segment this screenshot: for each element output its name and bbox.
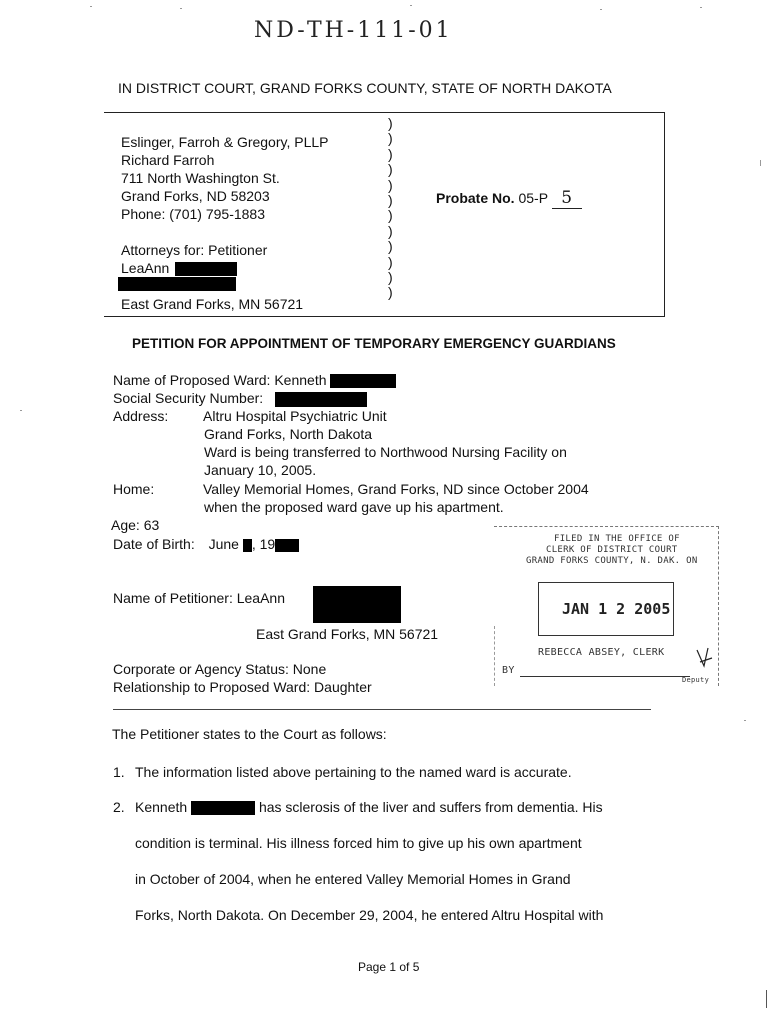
attorney-name: Richard Farroh <box>121 152 215 168</box>
redaction-bar <box>330 374 396 388</box>
petitioner-status-label: Corporate or Agency Status: <box>113 661 289 677</box>
redaction-bar <box>275 392 367 407</box>
petitioner-relationship-row <box>113 679 372 695</box>
stamp-deputy-label: Deputy <box>682 676 710 684</box>
list-item-text: Forks, North Dakota. On December 29, 2004, he entered Altru Hospital with <box>135 907 604 923</box>
client-name <box>121 260 237 276</box>
petitioner-status-row <box>113 661 326 677</box>
section-divider <box>113 709 651 710</box>
ward-home-label: Home: <box>113 481 155 497</box>
probate-number-handwritten: 5 <box>552 188 582 209</box>
petitioner-relationship-label: Relationship to Proposed Ward: <box>113 679 311 695</box>
petitioner-name-label: Name of Petitioner: <box>113 590 233 606</box>
stamp-filed-line: FILED IN THE OFFICE OF <box>554 534 680 544</box>
ward-dob-month: June <box>208 536 239 552</box>
probate-prefix: 05-P <box>518 190 548 206</box>
firm-name: Eslinger, Farroh & Gregory, PLLP <box>121 134 329 150</box>
stamp-clerk-name: REBECCA ABSEY, CLERK <box>538 647 665 658</box>
probate-number-field <box>436 188 582 209</box>
stamp-frame <box>494 626 495 686</box>
ward-home-line: Valley Memorial Homes, Grand Forks, ND since October 2004 <box>203 481 589 497</box>
firm-phone: Phone: (701) 795-1883 <box>121 206 265 222</box>
attorneys-for: Attorneys for: Petitioner <box>121 242 268 258</box>
redaction-bar <box>175 262 237 276</box>
ward-age-value: 63 <box>143 517 160 533</box>
redaction-bar <box>243 539 252 552</box>
petitioner-status-value: None <box>292 661 327 677</box>
ward-dob-label: Date of Birth: <box>113 536 195 552</box>
client-first-name: LeaAnn <box>121 260 170 276</box>
probate-label: Probate No. <box>436 190 515 206</box>
list-item-text: condition is terminal. His illness forced him to give up his own apartment <box>135 835 582 851</box>
list-item-text <box>135 799 603 815</box>
stamp-date: JAN 1 2 2005 <box>562 600 671 618</box>
stamp-clerk-line: CLERK OF DISTRICT COURT <box>546 545 678 555</box>
ward-address-line: Ward is being transferred to Northwood Nursing Facility on <box>204 444 567 460</box>
ward-name-row <box>113 372 396 388</box>
ward-ssn-row <box>113 390 367 407</box>
petitioner-relationship-value: Daughter <box>314 679 372 695</box>
petitioner-name-value: LeaAnn <box>236 590 286 606</box>
ward-age-row <box>111 517 159 533</box>
handwritten-document-id: ND-TH-111-01 <box>254 18 453 43</box>
redaction-bar <box>191 801 255 815</box>
stamp-frame <box>494 526 719 527</box>
ward-name-value: Kenneth <box>274 372 327 388</box>
body-intro: The Petitioner states to the Court as follows: <box>112 726 387 742</box>
ward-ssn-label: Social Security Number: <box>113 390 264 406</box>
ward-age-label: Age: <box>111 517 140 533</box>
redaction-bar <box>313 586 401 623</box>
stamp-frame <box>718 526 719 686</box>
ward-address-line: Grand Forks, North Dakota <box>204 426 373 442</box>
firm-city: Grand Forks, ND 58203 <box>121 188 270 204</box>
court-header: IN DISTRICT COURT, GRAND FORKS COUNTY, STATE OF NORTH DAKOTA <box>118 80 612 96</box>
ward-address-line: January 10, 2005. <box>204 462 317 478</box>
list-item-number: 2. <box>113 799 125 815</box>
stamp-by-label: BY <box>502 665 515 676</box>
ward-home-line: when the proposed ward gave up his apartment. <box>204 499 504 515</box>
ward-dob-row <box>113 536 299 552</box>
caption-parentheses: ) ) ) ) ) ) ) ) ) ) ) ) <box>388 115 393 301</box>
list-item-text: The information listed above pertaining to the named ward is accurate. <box>135 764 572 780</box>
firm-street: 711 North Washington St. <box>121 170 280 186</box>
stamp-county-line: GRAND FORKS COUNTY, N. DAK. ON <box>526 556 698 566</box>
page-number: Page 1 of 5 <box>358 960 420 974</box>
list-item-number: 1. <box>113 764 125 780</box>
list-item-text: in October of 2004, when he entered Valley Memorial Homes in Grand <box>135 871 571 887</box>
document-title: PETITION FOR APPOINTMENT OF TEMPORARY EMERGENCY GUARDIANS <box>132 336 616 351</box>
petitioner-city: East Grand Forks, MN 56721 <box>256 626 439 642</box>
ward-address-line: Altru Hospital Psychiatric Unit <box>203 408 387 424</box>
stamp-signature-line <box>520 676 690 677</box>
court-filing-stamp <box>494 526 719 688</box>
handwritten-initials <box>694 644 716 672</box>
ward-address-label: Address: <box>113 408 169 424</box>
client-city: East Grand Forks, MN 56721 <box>121 296 304 312</box>
list-item-text-continued: has sclerosis of the liver and suffers from dementia. His <box>258 799 603 815</box>
petitioner-name-row <box>113 590 285 606</box>
ward-first-name: Kenneth <box>135 799 188 815</box>
ward-dob-separator: , 19 <box>251 536 276 552</box>
redaction-bar <box>275 539 299 552</box>
ward-name-label: Name of Proposed Ward: <box>113 372 271 388</box>
redaction-bar <box>118 277 236 291</box>
